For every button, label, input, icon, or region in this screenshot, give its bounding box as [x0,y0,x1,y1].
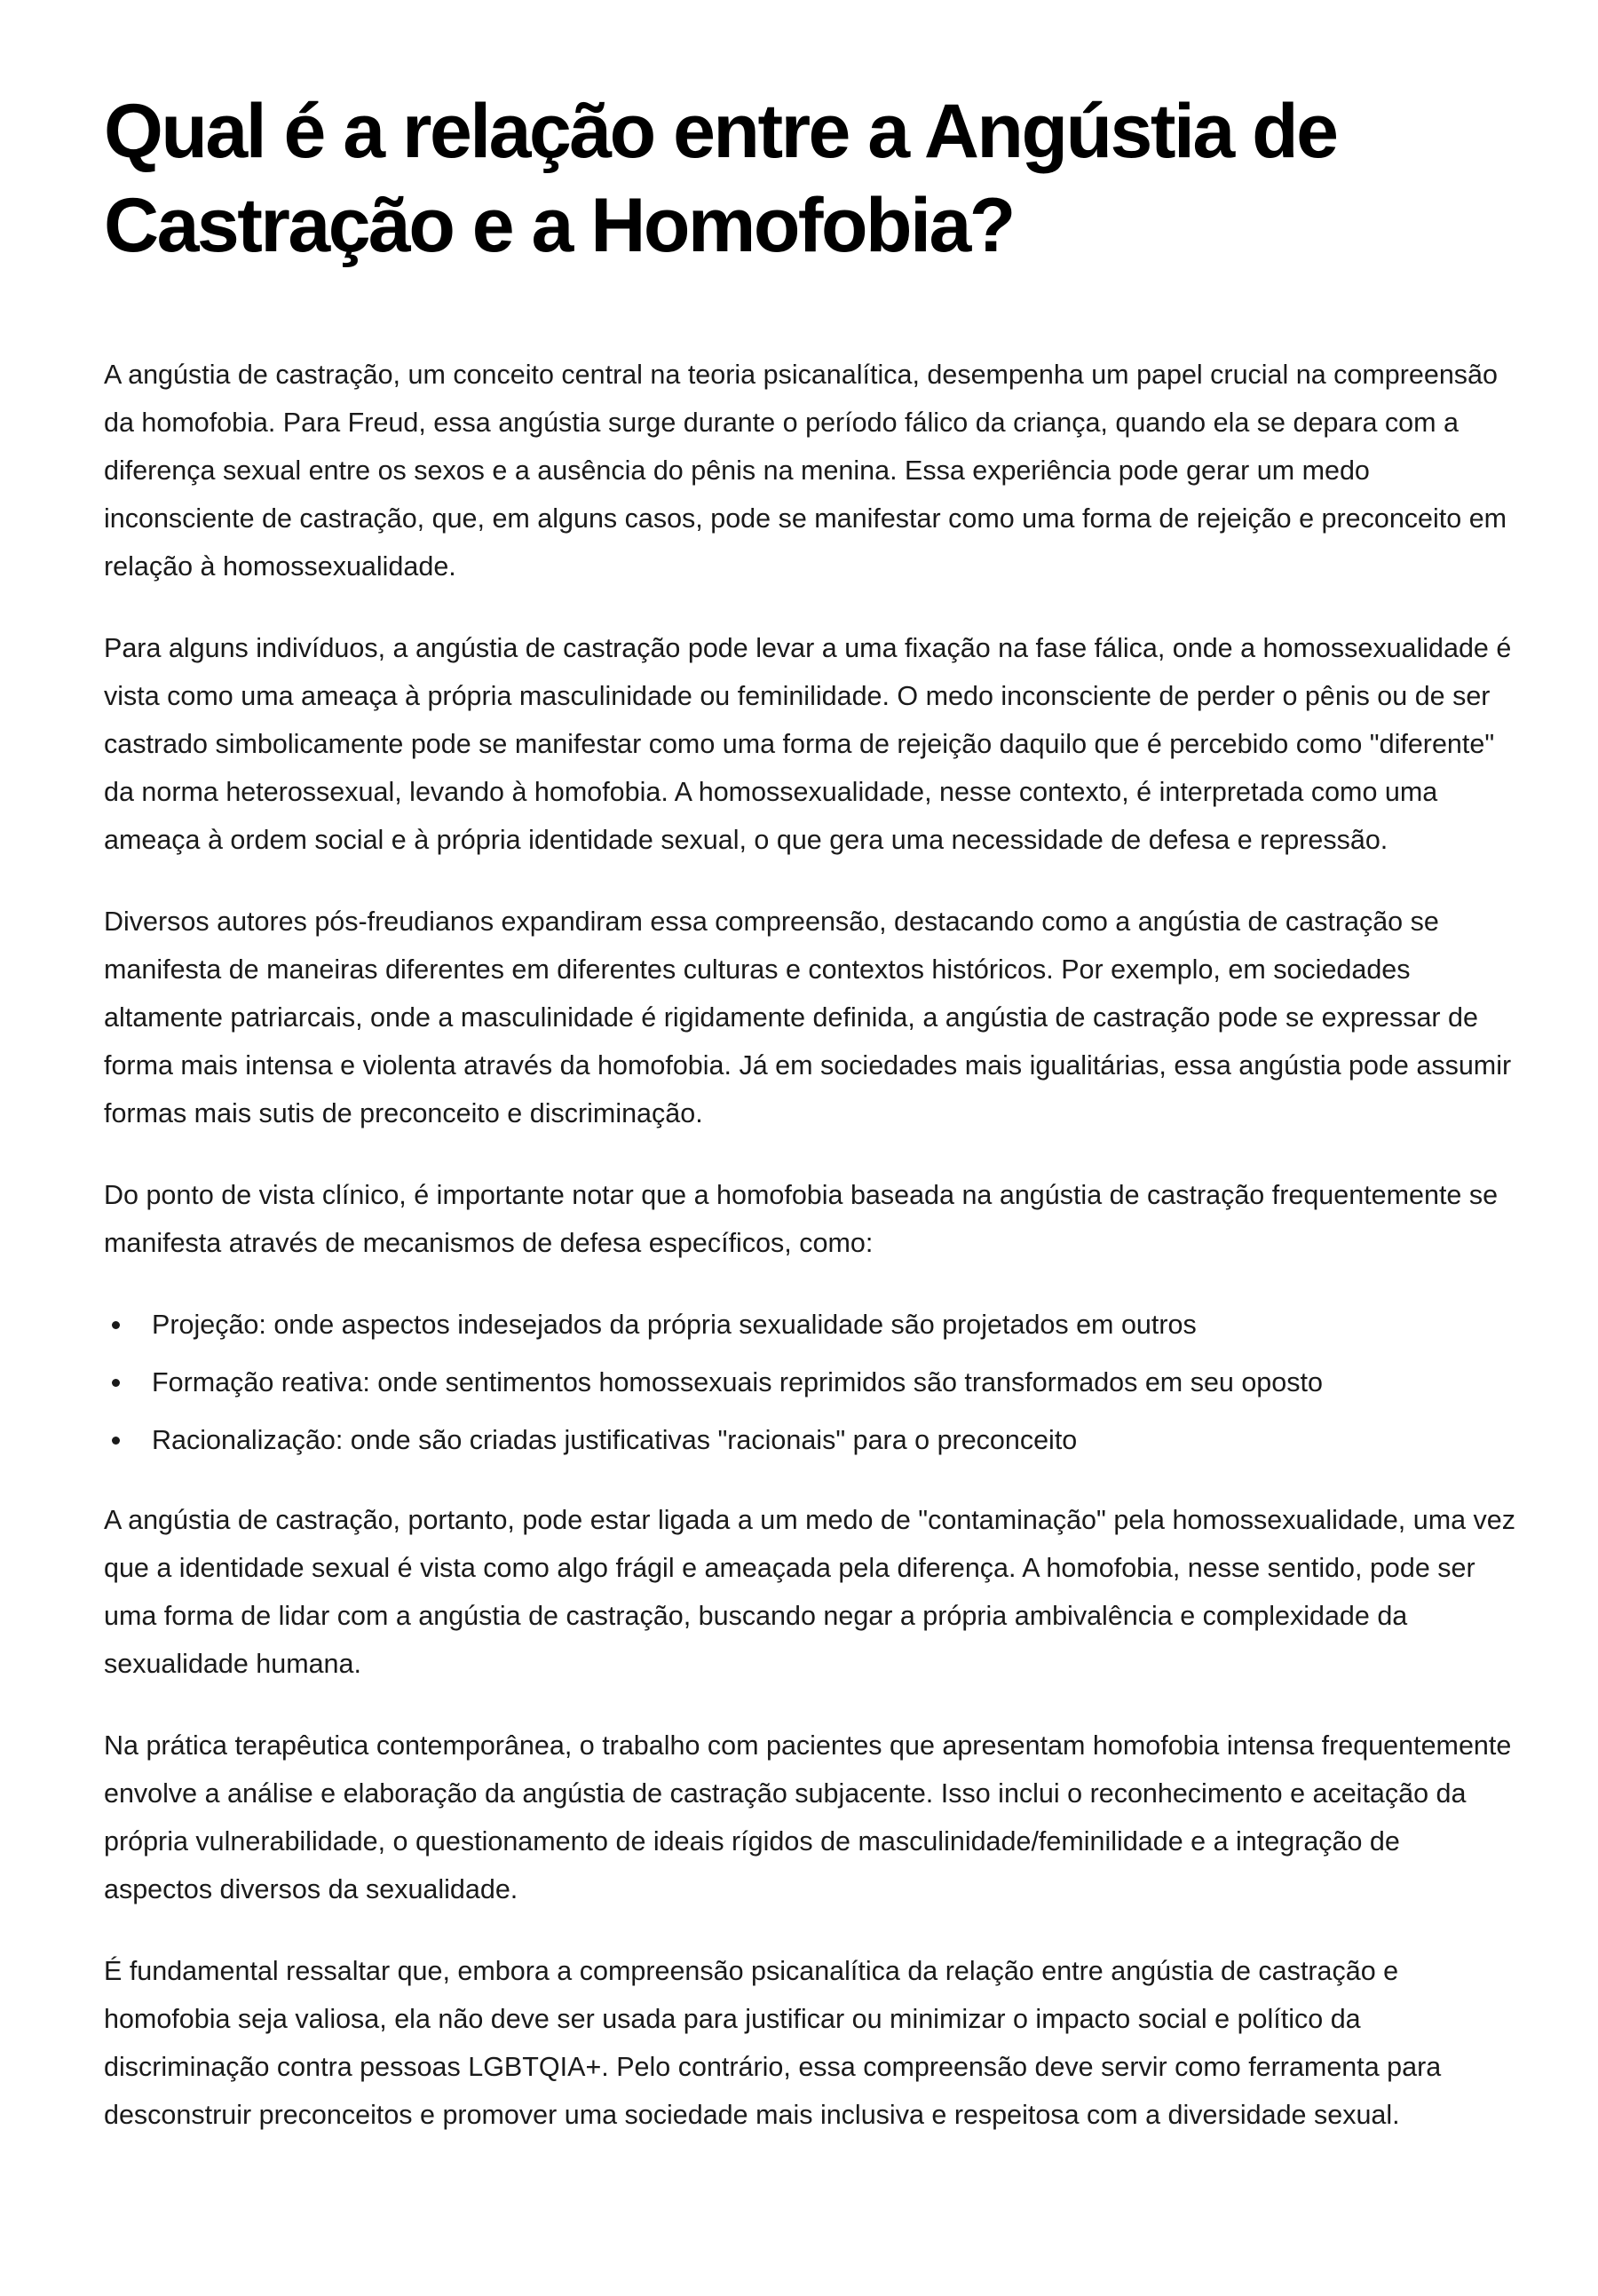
list-item: Formação reativa: onde sentimentos homossexuais reprimidos são transformados em seu oposto [104,1358,1515,1406]
paragraph: É fundamental ressaltar que, embora a compreensão psicanalítica da relação entre angústia de castração e homofobia seja valiosa, ela não deve ser usada para justificar ou minimizar o impacto social e político da discriminação contra pessoas LGBTQIA+. Pelo contrário, essa compreensão deve servir como ferramenta para desconstruir preconceitos e promover uma sociedade mais inclusiva e respeitosa com a diversidade sexual. [104,1956,1442,2130]
list-item: Racionalização: onde são criadas justificativas "racionais" para o preconceito [104,1416,1515,1464]
paragraph: Na prática terapêutica contemporânea, o trabalho com pacientes que apresentam homofobia intensa frequentemente envolve a análise e elaboração da angústia de castração subjacente. Isso inclui o reconhecimento e aceitação da própria vulnerabilidade, o questionamento de ideais rígidos de masculinidade/feminilidade e a integração de aspectos diversos da sexualidade. [104,1730,1512,1904]
page-title: Qual é a relação entre a Angústia de Castração e a Homofobia? [104,89,1337,268]
list-item: Projeção: onde aspectos indesejados da própria sexualidade são projetados em outros [104,1301,1515,1349]
paragraph: A angústia de castração, portanto, pode estar ligada a um medo de "contaminação" pela homossexualidade, uma vez que a identidade sexual é vista como algo frágil e ameaçada pela diferença. A homofobia, nesse sentido, pode ser uma forma de lidar com a angústia de castração, buscando negar a própria ambivalência e complexidade da sexualidade humana. [104,1505,1516,1679]
paragraph: Do ponto de vista clínico, é importante notar que a homofobia baseada na angústia de castração frequentemente se manifesta através de mecanismos de defesa específicos, como: [104,1180,1499,1258]
paragraph: A angústia de castração, um conceito central na teoria psicanalítica, desempenha um papel crucial na compreensão da homofobia. Para Freud, essa angústia surge durante o período fálico da criança, quando ela se depara com a diferença sexual entre os sexos e a ausência do pênis na menina. Essa experiência pode gerar um medo inconsciente de castração, que, em alguns casos, pode se manifestar como uma forma de rejeição e preconceito em relação à homossexualidade. [104,360,1507,582]
defense-mechanisms-list [104,1301,1515,1464]
paragraph: Diversos autores pós-freudianos expandiram essa compreensão, destacando como a angústia de castração se manifesta de maneiras diferentes em diferentes culturas e contextos históricos. Por exemplo, em sociedades altamente patriarcais, onde a masculinidade é rigidamente definida, a angústia de castração pode se expressar de forma mais intensa e violenta através da homofobia. Já em sociedades mais igualitárias, essa angústia pode assumir formas mais sutis de preconceito e discriminação. [104,907,1512,1128]
paragraph: Para alguns indivíduos, a angústia de castração pode levar a uma fixação na fase fálica, onde a homossexualidade é vista como uma ameaça à própria masculinidade ou feminilidade. O medo inconsciente de perder o pênis ou de ser castrado simbolicamente pode se manifestar como uma forma de rejeição daquilo que é percebido como "diferente" da norma heterossexual, levando à homofobia. A homossexualidade, nesse contexto, é interpretada como uma ameaça à ordem social e à própria identidade sexual, o que gera uma necessidade de defesa e repressão. [104,633,1512,855]
article [104,84,1515,2173]
article-body [104,351,1515,2139]
